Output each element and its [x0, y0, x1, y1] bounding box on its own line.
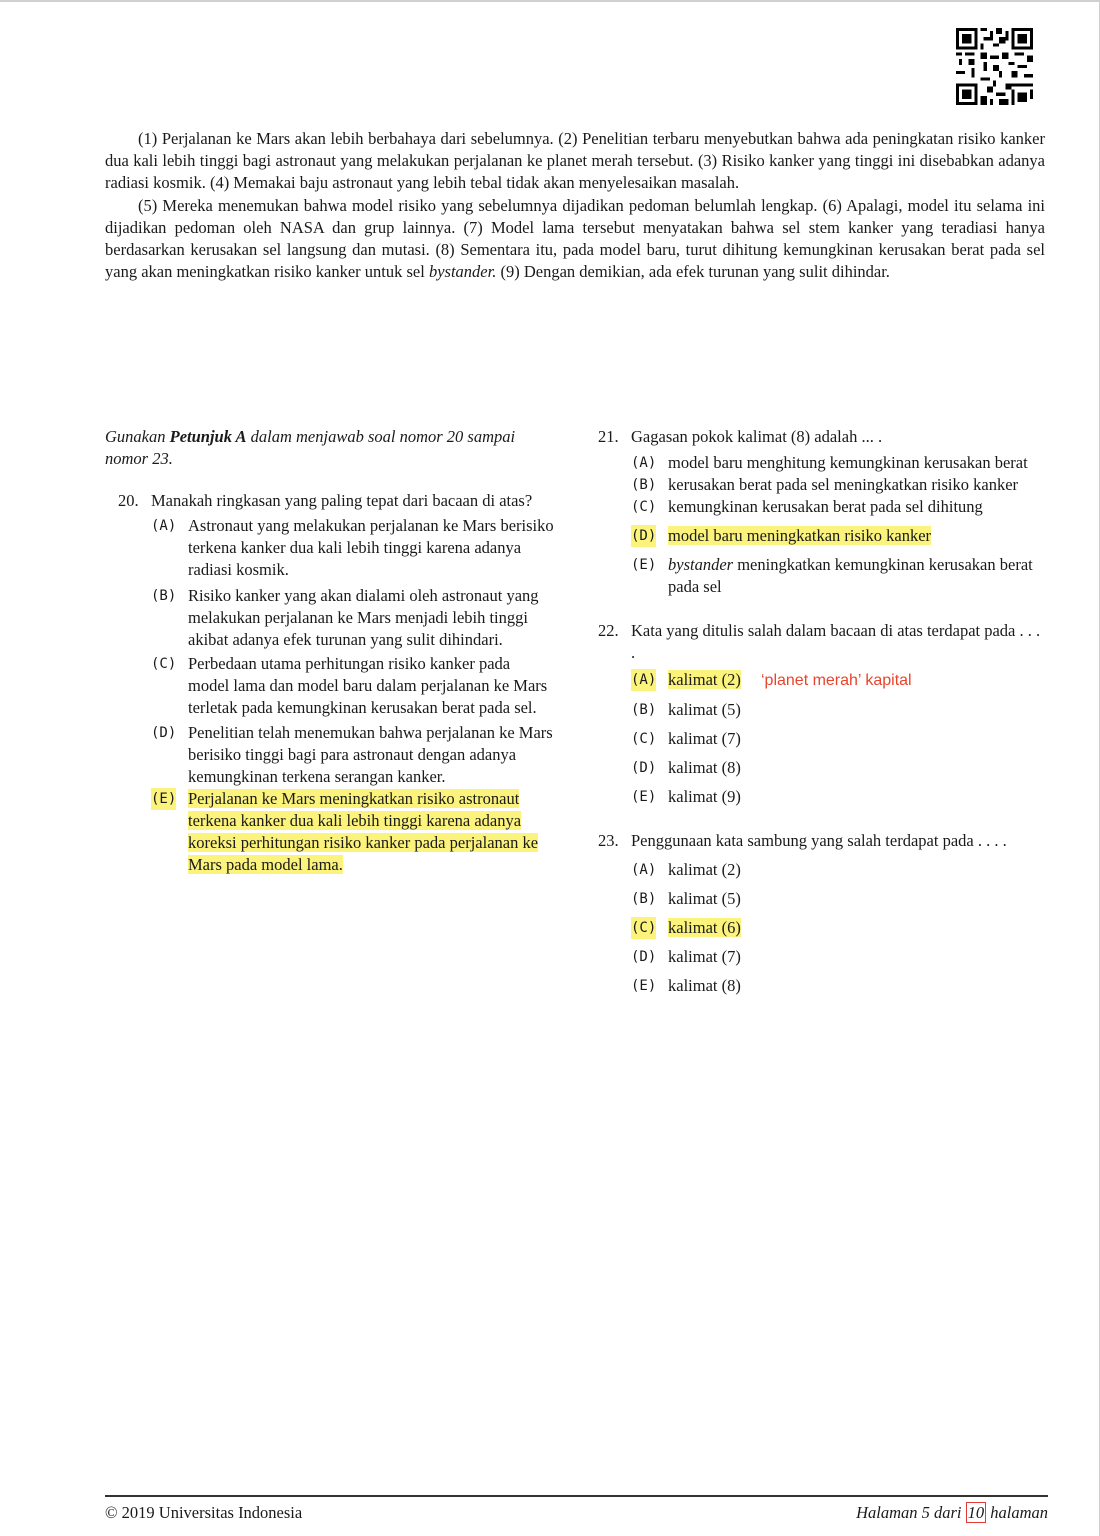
question-number: 22. — [598, 621, 619, 640]
option-letter: (D) — [631, 525, 656, 547]
option-text: kalimat (6) — [668, 918, 741, 937]
option-letter: (C) — [631, 499, 657, 515]
option-d[interactable] — [631, 757, 1048, 779]
option-a-highlighted[interactable] — [631, 669, 1048, 692]
option-letter: (A) — [151, 518, 177, 534]
option-text: kemungkinan kerusakan berat pada sel dihitung — [668, 497, 983, 516]
option-e[interactable] — [631, 786, 1048, 808]
passage-paragraph-1: (1) Perjalanan ke Mars akan lebih berbahaya dari sebelumnya. (2) Penelitian terbaru menyebutkan bahwa ada peningkatan risiko kanker dua kali lebih tinggi bagi astronaut yang melakukan perjalanan ke planet merah tersebut. (3) Risiko kanker yang tinggi ini disebabkan adanya radiasi kosmik. (4) Memakai baju astronaut yang lebih tebal tidak akan menyelesaikan masalah. — [105, 129, 1045, 193]
passage-italic-term: bystander. — [428, 262, 497, 282]
option-letter: (B) — [151, 588, 177, 604]
question-number: 20. — [118, 491, 139, 510]
option-letter: (A) — [631, 669, 656, 691]
right-column — [598, 426, 1048, 997]
instruction-bold: Petunjuk A — [169, 427, 247, 446]
option-text: meningkatkan kemungkinan kerusakan berat pada sel — [668, 555, 1033, 596]
option-d[interactable] — [151, 722, 555, 788]
handwritten-annotation: ‘planet merah’ kapital — [760, 672, 912, 689]
option-letter: (D) — [631, 760, 657, 776]
footer-page-number — [856, 1503, 1048, 1523]
option-a[interactable] — [631, 859, 1048, 881]
question-number: 21. — [598, 427, 619, 446]
question-21 — [598, 426, 1048, 598]
question-text: Penggunaan kata sambung yang salah terdapat pada . . . . — [631, 831, 1007, 850]
option-c[interactable] — [151, 653, 555, 719]
option-e[interactable] — [631, 975, 1048, 997]
option-letter: (E) — [151, 788, 176, 810]
option-letter: (E) — [631, 557, 657, 573]
question-number: 23. — [598, 831, 619, 850]
option-c[interactable] — [631, 728, 1048, 750]
option-letter: (D) — [151, 725, 177, 741]
question-text: Gagasan pokok kalimat (8) adalah ... . — [631, 427, 883, 446]
instruction-pre: Gunakan — [105, 427, 170, 446]
passage-text: (9) Dengan demikian, ada efek turunan yang sulit dihindar. — [496, 262, 890, 282]
option-letter: (D) — [631, 949, 657, 965]
option-letter: (B) — [631, 477, 657, 493]
option-text: kalimat (9) — [668, 787, 741, 806]
option-letter: (B) — [631, 891, 657, 907]
option-b[interactable] — [631, 474, 1048, 496]
option-letter: (A) — [631, 862, 657, 878]
option-text: Risiko kanker yang akan dialami oleh astronaut yang melakukan perjalanan ke Mars menjadi lebih tinggi akibat adanya efek turunan yang sulit dihindari. — [188, 586, 539, 649]
option-b[interactable] — [151, 585, 555, 651]
option-text: kalimat (2) — [668, 670, 741, 689]
question-23 — [598, 830, 1048, 997]
footer-copyright: © 2019 Universitas Indonesia — [105, 1503, 303, 1522]
top-edge-line — [0, 0, 1100, 2]
option-c[interactable] — [631, 496, 1048, 518]
option-text: kalimat (5) — [668, 700, 741, 719]
passage-paragraph-2 — [105, 195, 1045, 284]
option-a[interactable] — [151, 515, 555, 581]
option-text: model baru meningkatkan risiko kanker — [668, 526, 932, 545]
option-b[interactable] — [631, 888, 1048, 910]
option-d[interactable] — [631, 946, 1048, 968]
option-text: kalimat (8) — [668, 758, 741, 777]
option-d-highlighted[interactable] — [631, 525, 1048, 547]
instruction-text — [105, 426, 555, 470]
question-22 — [598, 620, 1048, 808]
option-c-highlighted[interactable] — [631, 917, 1048, 939]
question-text: Kata yang ditulis salah dalam bacaan di atas terdapat pada . . . . — [631, 621, 1041, 662]
option-text: kalimat (5) — [668, 889, 741, 908]
option-letter: (E) — [631, 789, 657, 805]
page-label: Halaman 5 dari — [856, 1503, 966, 1522]
option-b[interactable] — [631, 699, 1048, 721]
question-20 — [105, 490, 555, 876]
option-italic-term: bystander — [668, 555, 734, 574]
option-text: Penelitian telah menemukan bahwa perjalanan ke Mars berisiko tinggi bagi para astronaut dengan adanya kemungkinan terkena serangan kanker. — [188, 723, 553, 786]
left-column — [105, 426, 555, 876]
passage-text: (5) Mereka menemukan bahwa model risiko yang sebelumnya dijadikan pedoman belumlah lengkap. (6) Apalagi, model itu selama ini dijadikan pedoman oleh NASA dan grup lainnya. (7) Model lama tersebut menyatakan bahwa sel stem kanker yang teradiasi hanya berdasarkan kerusakan sel langsung dan mutasi. (8) Sementara itu, pada model baru, turut dihitung kemungkinan kerusakan berat pada sel yang akan meningkatkan risiko kanker untuk sel — [105, 195, 1045, 282]
option-text: Perjalanan ke Mars meningkatkan risiko astronaut terkena kanker dua kali lebih tinggi karena adanya koreksi perhitungan risiko kanker pada perjalanan ke Mars pada model lama. — [188, 789, 539, 874]
instruction-post: dalam menjawab soal nomor 20 sampai nomor 23. — [105, 427, 516, 468]
page-label-suffix: halaman — [986, 1503, 1048, 1522]
option-e-highlighted[interactable] — [151, 788, 555, 876]
footer-divider — [105, 1495, 1048, 1497]
option-text: kerusakan berat pada sel meningkatkan risiko kanker — [668, 475, 1019, 494]
option-letter: (A) — [631, 455, 657, 471]
option-text: kalimat (7) — [668, 947, 741, 966]
qr-code-icon — [956, 28, 1033, 105]
option-text: Astronaut yang melakukan perjalanan ke Mars berisiko terkena kanker dua kali lebih tinggi karena adanya radiasi kosmik. — [188, 516, 554, 579]
option-letter: (C) — [631, 917, 656, 939]
question-text: Manakah ringkasan yang paling tepat dari bacaan di atas? — [151, 491, 533, 510]
option-text: kalimat (7) — [668, 729, 741, 748]
option-text: Perbedaan utama perhitungan risiko kanker pada model lama dan model baru dalam perjalanan ke Mars terletak pada kemungkinan kerusakan berat pada sel. — [188, 654, 548, 717]
option-letter: (C) — [631, 731, 657, 747]
option-text: kalimat (2) — [668, 860, 741, 879]
reading-passage — [105, 128, 1045, 283]
option-text: model baru menghitung kemungkinan kerusakan berat — [668, 453, 1028, 472]
page-total-boxed: 10 — [967, 1503, 985, 1522]
option-text: kalimat (8) — [668, 976, 741, 995]
option-letter: (C) — [151, 656, 177, 672]
option-letter: (E) — [631, 978, 657, 994]
option-a[interactable] — [631, 452, 1048, 474]
option-e[interactable] — [631, 554, 1048, 598]
option-letter: (B) — [631, 702, 657, 718]
